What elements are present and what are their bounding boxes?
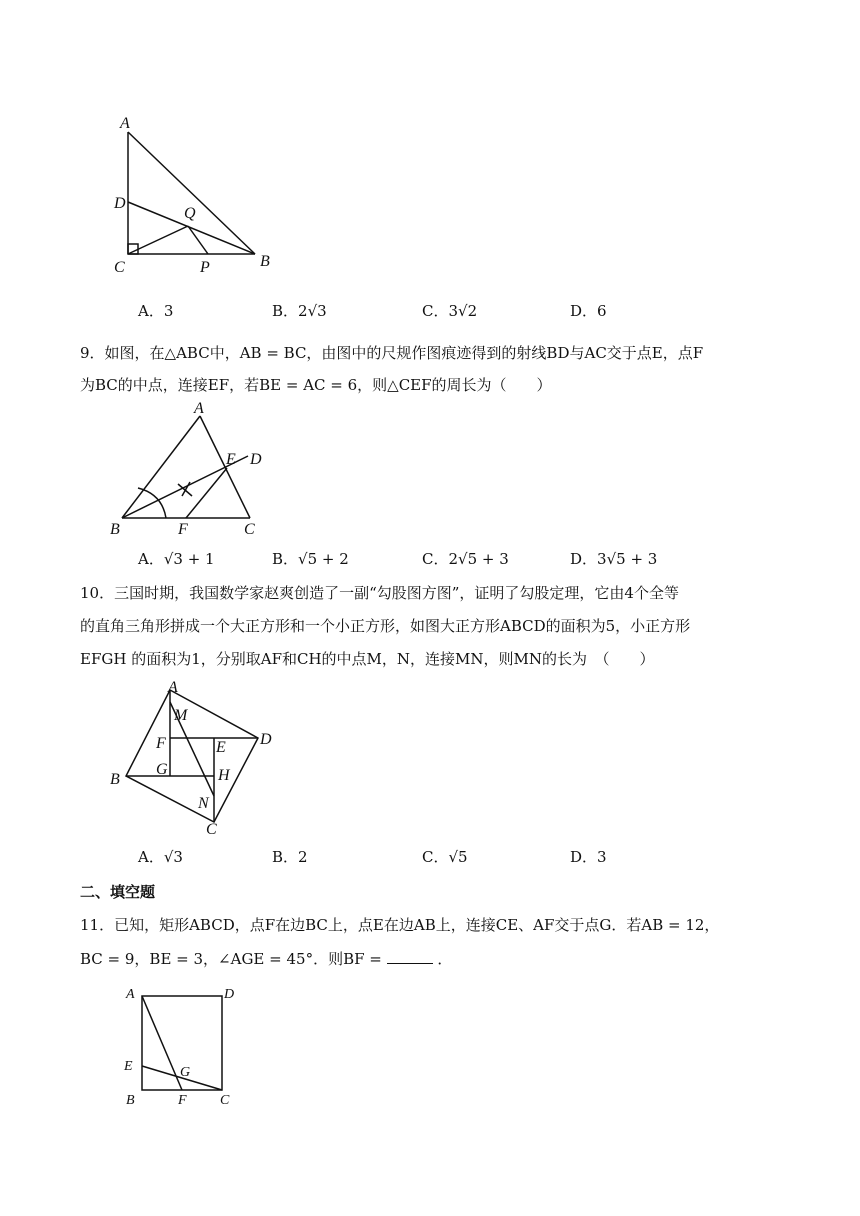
q8-label-q: Q (184, 205, 196, 222)
q8-option-a[interactable]: A．3 (138, 302, 174, 320)
q11-stem-line-2-text: BC = 9，BE = 3，∠AGE = 45°．则BF = (80, 950, 382, 968)
q11-label-c: C (220, 1093, 230, 1108)
q9-stem-line-1: 9．如图，在△ABC中，AB = BC，由图中的尺规作图痕迹得到的射线BD与AC交于点E，点F (80, 344, 704, 362)
q10-stem-line-2: 的直角三角形拼成一个大正方形和一个小正方形，如图大正方形ABCD的面积为5，小正方形 (80, 617, 691, 635)
q8-label-b: B (260, 253, 270, 270)
q10-stem-line-1: 10．三国时期，我国数学家赵爽创造了一副“勾股图方图”，证明了勾股定理，它由4个全等 (80, 584, 679, 602)
q8-option-d[interactable]: D．6 (570, 302, 607, 320)
q11-label-d: D (224, 987, 235, 1002)
q10-stem-line-3: EFGH 的面积为1，分别取AF和CH的中点M，N，连接MN，则MN的长为 （ ） (80, 650, 655, 668)
q11-stem-line-1: 11．已知，矩形ABCD，点F在边BC上，点E在边AB上，连接CE、AF交于点G．若AB = 12， (80, 916, 720, 934)
q10-option-b[interactable]: B．2 (272, 848, 308, 866)
q11-label-f: F (178, 1093, 187, 1108)
q9-label-c: C (244, 521, 255, 538)
q11-answer-blank[interactable] (387, 949, 433, 964)
q10-label-h: H (218, 767, 230, 784)
q8-option-c[interactable]: C．3√2 (422, 302, 478, 320)
q9-label-d: D (250, 451, 262, 468)
q9-segment-ef (186, 468, 227, 518)
q10-option-a[interactable]: A．√3 (138, 848, 183, 866)
q8-label-d: D (114, 195, 126, 212)
q10-label-n: N (198, 795, 209, 812)
q11-stem-line-2 (80, 948, 452, 970)
q10-figure (104, 676, 294, 838)
q10-label-m: M (174, 707, 188, 724)
q8-segment-cq (128, 226, 188, 254)
q9-label-e: E (226, 451, 236, 468)
q10-square-abcd (126, 690, 258, 822)
q11-label-b: B (126, 1093, 135, 1108)
q11-stem-line-2-end: ． (437, 950, 453, 968)
q10-label-a: A (168, 679, 178, 696)
q10-label-e: E (216, 739, 226, 756)
q8-option-b[interactable]: B．2√3 (272, 302, 327, 320)
q8-side-ab (128, 132, 255, 254)
q9-option-c[interactable]: C．2√5 + 3 (422, 550, 509, 568)
q8-label-p: P (200, 259, 210, 276)
q10-option-c[interactable]: C．√5 (422, 848, 468, 866)
q9-figure (100, 400, 280, 540)
q9-option-d[interactable]: D．3√5 + 3 (570, 550, 658, 568)
q11-label-e: E (124, 1059, 133, 1074)
q8-label-a: A (120, 115, 130, 132)
q9-option-a[interactable]: A．√3 + 1 (138, 550, 215, 568)
section-title-fill-in: 二、填空题 (80, 883, 156, 901)
q8-label-c: C (114, 259, 125, 276)
q9-label-f: F (178, 521, 188, 538)
q11-figure (116, 980, 246, 1110)
q9-option-b[interactable]: B．√5 + 2 (272, 550, 349, 568)
q11-label-g: G (180, 1065, 191, 1080)
q11-label-a: A (126, 987, 135, 1002)
q8-figure (100, 108, 290, 278)
q10-label-g: G (156, 761, 168, 778)
q10-label-d: D (260, 731, 272, 748)
q10-label-f: F (156, 735, 166, 752)
q10-label-b: B (110, 771, 120, 788)
q9-stem-line-2: 为BC的中点，连接EF，若BE = AC = 6，则△CEF的周长为（ ） (80, 376, 552, 394)
q10-label-c: C (206, 821, 217, 838)
q10-option-d[interactable]: D．3 (570, 848, 607, 866)
q9-label-a: A (194, 400, 204, 417)
q9-label-b: B (110, 521, 120, 538)
